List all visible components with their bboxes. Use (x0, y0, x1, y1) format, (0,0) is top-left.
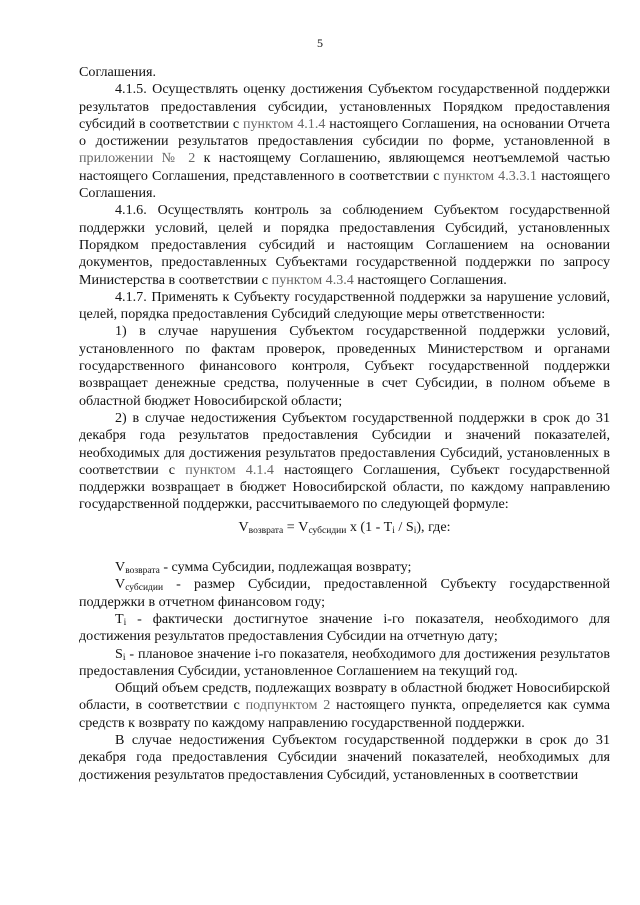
page-number: 5 (317, 36, 323, 50)
definition-symbol: S (115, 645, 123, 662)
paragraph-4-1-7 (79, 289, 610, 324)
definition-text: - размер Субсидии, предоставленной Субъекту государственной поддержки в отчетном финансовом году; (79, 576, 610, 610)
formula-part: / S (394, 518, 414, 535)
paragraph-text: 1) в случае нарушения Субъектом государственной поддержки условий, установленного по фактам проверок, проведенных Министерством и органами государственного финансового контроля, Субъект государственной поддержки возвращает денежные средства, полученные в счет Субсидии, в полном объеме в областной бюджет Новосибирской области; (79, 323, 610, 409)
definition-text: - сумма Субсидии, подлежащая возврату; (159, 559, 412, 576)
paragraph-text: к настоящему Соглашению, являющемся неотъемлемой частью настоящего Соглашения, представленного в соответствии с (79, 150, 610, 184)
formula-part: = V (283, 518, 309, 535)
formula-subscript: i (413, 525, 417, 536)
blank-line (79, 542, 610, 559)
definition-t-i (79, 611, 610, 646)
paragraph-text: настоящего Соглашения. (79, 167, 610, 202)
return-formula (79, 514, 610, 542)
definition-v-return (79, 559, 610, 576)
link-subclause-2[interactable]: подпунктом 2 (245, 697, 331, 714)
link-clause-4-3-4[interactable]: пунктом 4.3.4 (271, 271, 354, 288)
paragraph-text: настоящего пункта, определяется как сумма средств к возврату по каждому направлению государственной поддержки. (79, 697, 610, 731)
definition-subscript: i (123, 617, 127, 628)
paragraph-text: 4.1.6. Осуществлять контроль за соблюдением Субъектом государственной поддержки условий, целей и порядка предоставления Субсидий, установленных Порядком предоставления субсидий и настоящим Соглашением на основании документов, предоставленных Субъектами государственной поддержки по запросу Министерства в соответствии с (79, 202, 610, 288)
definition-subscript: субсидии (125, 583, 164, 594)
formula-subscript: субсидии (308, 525, 347, 536)
paragraph-item-1 (79, 323, 610, 409)
paragraph-non-achievement (79, 732, 610, 784)
formula-part: x (1 - T (346, 518, 393, 535)
definition-symbol: V (115, 576, 126, 593)
paragraph-text: Общий объем средств, подлежащих возврату в областной бюджет Новосибирской области, в соответствии с (79, 680, 610, 714)
paragraph-text: В случае недостижения Субъектом государственной поддержки в срок до 31 декабря года предоставления Субсидии значений показателей, необходимых для достижения результатов предоставления Субсидий, установленных в соответствии (79, 731, 610, 783)
definition-v-subsidy (79, 576, 610, 611)
paragraph-text: 4.1.7. Применять к Субъекту государственной поддержки за нарушение условий, целей, порядка предоставления Субсидий следующие меры ответственности: (79, 288, 610, 323)
definition-subscript: возврата (125, 566, 160, 577)
paragraph-text: Соглашения. (79, 64, 156, 80)
paragraph-total-return (79, 680, 610, 732)
definition-subscript: i (122, 652, 126, 663)
paragraph-text: настоящего Соглашения, Субъект государственной поддержки возвращает в бюджет Новосибирской области, по каждому направлению государственной поддержки, рассчитываемого по следующей формуле: (79, 461, 610, 513)
link-clause-4-1-4[interactable]: пунктом 4.1.4 (242, 115, 326, 132)
document-body (79, 64, 610, 784)
paragraph-4-1-5 (79, 81, 610, 202)
paragraph-text: настоящего Соглашения. (353, 271, 507, 288)
paragraph-text: 4.1.5. Осуществлять оценку достижения Субъектом государственной поддержки результатов предоставления субсидии, установленных Порядком предоставления субсидий в соответствии с (79, 81, 610, 132)
link-clause-4-1-4-second[interactable]: пунктом 4.1.4 (185, 461, 274, 478)
paragraph-continuation (79, 64, 610, 81)
paragraph-4-1-6 (79, 202, 610, 288)
formula-part: V (238, 518, 249, 535)
definition-text: - плановое значение i-го показателя, необходимого для достижения результатов предоставления Субсидии, установленное Соглашением на текущий год. (79, 645, 610, 679)
paragraph-item-2 (79, 410, 610, 514)
paragraph-text: настоящего Соглашения, на основании Отчета о достижении результатов предоставления субсидии по форме, установленной в (79, 115, 610, 150)
formula-part: ), где: (416, 518, 451, 535)
formula-subscript: возврата (248, 525, 284, 536)
definition-s-i (79, 646, 610, 681)
definition-symbol: T (115, 610, 124, 627)
definition-text: - фактически достигнутое значение i-го показателя, необходимого для достижения результатов предоставления Субсидии на отчетную дату; (79, 610, 610, 645)
formula-subscript: i (392, 525, 395, 536)
link-appendix-2[interactable]: приложении № 2 (79, 150, 196, 167)
link-clause-4-3-3-1[interactable]: пунктом 4.3.3.1 (443, 167, 537, 184)
definition-symbol: V (115, 559, 126, 576)
paragraph-text: 2) в случае недостижения Субъектом государственной поддержки в срок до 31 декабря года результатов предоставления Субсидии и значений показателей, необходимых для достижения результатов предоставления Субсидий, установленных в соответствии с (79, 409, 610, 478)
